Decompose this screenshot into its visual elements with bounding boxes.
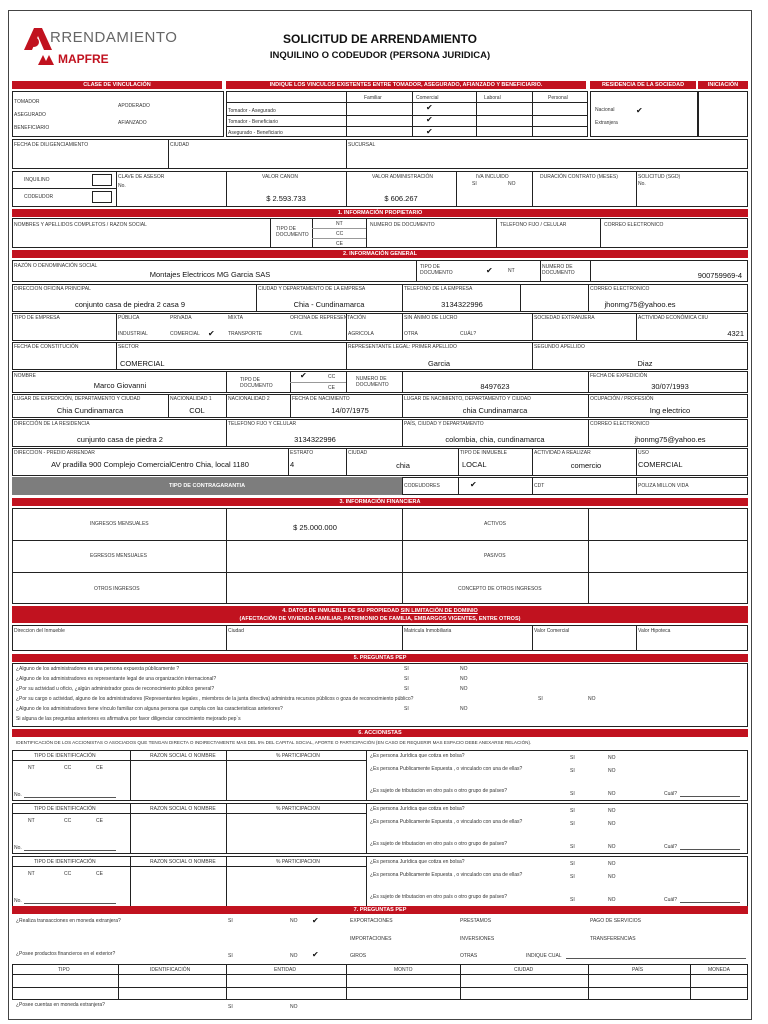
exportaciones-option[interactable]: EXPORTACIONES [350,918,393,924]
mapfre-text: MAPFRE [58,52,109,66]
cotiza-no[interactable]: NO [608,808,616,814]
dir-res-value[interactable]: cunjunto casa de piedra 2 [77,435,163,444]
solicitud-no-label: No. [638,181,646,187]
fecha-nac-value[interactable]: 14/07/1975 [331,406,369,415]
clave-asesor-label: CLAVE DE ASESOR [118,174,165,180]
section-7-header: 7. PREGUNTAS PEP [12,906,748,914]
ciudad-value[interactable]: Chia - Cundinamarca [293,300,365,309]
correo-label: CORREO ELECTRONICO [590,286,650,292]
check-mark[interactable]: ✔ [426,115,433,124]
section-6-header: 6. ACCIONISTAS [12,729,748,737]
cotiza-si[interactable]: SI [570,808,575,814]
valor-canon-value[interactable]: $ 2.593.733 [266,194,306,203]
correo2-value[interactable]: jhonmg75@yahoo.es [634,435,706,444]
cc-option[interactable]: CC [64,871,72,877]
tipo-empresa-label: TIPO DE EMPRESA [14,315,60,321]
section-1-header: 1. INFORMACIÓN PROPIETARIO [12,209,748,217]
pep-q5-no[interactable]: NO [460,706,468,712]
asegurado-beneficiario-row: Asegurado - Beneficiario [228,130,283,136]
col-monto: MONTO [394,967,413,973]
actividad-label: ACTIVIDAD A REALIZAR [534,450,591,456]
pep7-q3: ¿Posee cuentas en moneda extranjera? [16,1002,105,1008]
check-mark[interactable]: ✔ [208,329,215,338]
inversiones-option[interactable]: INVERSIONES [460,936,495,942]
lugar-exp-value[interactable]: Chia Cundinamarca [56,406,124,415]
pep-q3-no[interactable]: NO [460,686,468,692]
matricula-label: Matricula Inmobiliaria [404,628,452,634]
estrato-value[interactable]: 4 [290,460,295,469]
telefono-value[interactable]: 3134322996 [441,300,483,309]
col-entidad: ENTIDAD [274,967,296,973]
tributacion-si[interactable]: SI [570,897,575,903]
fecha-const-label: FECHA DE CONSTITUCIÓN [14,344,79,350]
afianzado-label: AFIANZADO [118,120,147,126]
fecha-diligenciamiento-label: FECHA DE DILIGENCIAMIENTO [14,142,89,148]
pep-no[interactable]: NO [608,821,616,827]
cc-option[interactable]: CC [328,374,336,380]
apellido2-value[interactable]: Diaz [637,359,653,368]
indique-cual-label: INDIQUE CUAL [526,953,562,959]
valor-admin-label: VALOR ADMINISTRACIÓN [372,174,434,180]
cc-option[interactable]: CC [64,765,72,771]
dir-predio-label: DIRECCION - PREDIO ARRENDAR [14,450,95,456]
pep-q2: ¿Alguno de los administradores es representante legal de una organización internacional? [16,676,217,682]
civil-option[interactable]: CIVIL [290,331,303,337]
cual-label: Cuál? [664,791,678,797]
pep-q1-no[interactable]: NO [460,666,468,672]
valor-comercial-label: Valor Comercial [534,628,570,634]
ciudad-inmueble-label: Ciudad [228,628,244,634]
pep7-q1-no[interactable]: NO [290,918,298,924]
otra-option[interactable]: OTRA [404,331,418,337]
pep-question: ¿Es persona Publicamente Expuesta , o vinculado con una de ellas? [370,872,523,878]
sucursal-label: SUCURSAL [348,142,376,148]
logo-a-icon [22,26,52,52]
pep-q4: ¿Por su cargo o actividad, alguno de los administradores (Representantes legales , miembros de la junta directiva) administra recursos públicos o goza de reconocimiento público? [16,696,414,702]
extranjera-label: Extranjera [595,120,618,126]
codeudor-checkbox[interactable] [92,191,112,203]
cual-label: Cuál? [664,897,678,903]
rep-legal-label: REPRESENTANTE LEGAL: PRIMER APELLIDO [348,344,457,350]
telefono-label: TELEFONO DE LA EMPRESA [404,286,473,292]
tel-res-label: TELEFONO FIJO Y CELULAR [228,421,297,427]
logo-brand-text: RRENDAMIENTO [50,29,178,46]
correo-label: CORREO ELECTRONICO [604,222,664,228]
apoderado-label: APODERADO [118,103,150,109]
nt-option[interactable]: NT [336,221,343,227]
mapfre-mark-icon [38,53,56,65]
razon-label: RAZÓN O DENOMINACIÓN SOCIAL [14,263,98,269]
valor-hipoteca-label: Valor Hipoteca [638,628,671,634]
valor-canon-label: VALOR CANON [262,174,299,180]
sin-animo-option[interactable]: SIN ÁNIMO DE LUCRO [404,315,458,321]
section-4-header [12,606,748,623]
cotiza-si[interactable]: SI [570,861,575,867]
num-doc-value[interactable]: 8497623 [480,382,510,391]
nombre-label: NOMBRE [14,373,36,379]
accionistas-intro: IDENTIFICACIÓN DE LOS ACCIONISTAS O ASOCIADOS QUE TENGAN DIRECTA O INDIRECTAMENTE MAS DEL 5% DEL CAPITAL SOCIAL, APORTE O PARTICIPACIÓN (EN CASO DE REQUERIR MAS ESPACIO DEBE ANEXARSE RELACIÓN). [16,740,532,745]
nt-option[interactable]: NT [28,871,35,877]
direccion-label: DIRECCION OFICINA PRINCIPAL [14,286,91,292]
pep-q5-si[interactable]: SI [404,706,409,712]
pep-si[interactable]: SI [570,768,575,774]
tributacion-no[interactable]: NO [608,791,616,797]
section-4-title-a: 4. DATOS DE INMUEBLE DE SU PROPIEDAD [282,608,401,614]
col-ciudad: CIUDAD [514,967,534,973]
cdt-label: CDT [534,483,545,489]
pep-q3: ¿Por su actividad u oficio, ¿algún administrador goza de reconocimiento público general? [16,686,215,692]
codeudores-label: CODEUDORES [404,483,440,489]
sector-label: SECTOR [118,344,139,350]
egresos-label: EGRESOS MENSUALES [90,553,147,559]
laboral-col: Laboral [484,95,501,101]
check-mark[interactable]: ✔ [426,103,433,112]
ce-option[interactable]: CE [336,241,343,247]
tributacion-question: ¿Es sujeto de tributacion en otro país o otro grupo de países? [370,788,508,794]
clave-no-label: No. [118,183,126,189]
tipo-inmueble-label: TIPO DE INMUEBLE [460,450,507,456]
check-mark[interactable]: ✔ [312,950,319,959]
iva-si[interactable]: SI [472,181,477,187]
pep-q4-no[interactable]: NO [588,696,596,702]
nombre-value[interactable]: Marco Giovanni [93,381,147,390]
tributacion-no[interactable]: NO [608,897,616,903]
tributacion-question: ¿Es sujeto de tributacion en otro país o otro grupo de países? [370,894,508,900]
razon-header: RAZON SOCIAL O NOMBRE [150,806,216,812]
mapfre-logo [38,52,118,66]
nt-option[interactable]: NT [28,818,35,824]
tomador-asegurado-row: Tomador - Asegurado [228,108,276,114]
comercial-option[interactable]: COMERCIAL [170,331,200,337]
pep-no[interactable]: NO [608,874,616,880]
pep-q2-si[interactable]: SI [404,676,409,682]
tipo-inmueble-value[interactable]: LOCAL [462,460,487,469]
dir-inmueble-label: Direccion del Inmueble [14,628,65,634]
ce-option[interactable]: CE [96,818,103,824]
vinculos-header: INDIQUE LOS VINCULOS EXISTENTES ENTRE TOMADOR, ASEGURADO, AFIANZADO Y BENEFICIARIO. [226,81,586,89]
pep-no[interactable]: NO [608,768,616,774]
agricola-option[interactable]: AGRICOLA [348,331,374,337]
prestamos-option[interactable]: PRESTAMOS [460,918,492,924]
giros-option[interactable]: GIROS [350,953,367,959]
mixta-option[interactable]: MIXTA [228,315,243,321]
section-5-header: 5. PREGUNTAS PEP [12,654,748,662]
privada-option[interactable]: PRIVADA [170,315,192,321]
codeudor-label: CODEUDOR [24,194,54,200]
ciudad-label: CIUDAD [170,142,190,148]
section-2-header: 2. INFORMACIÓN GENERAL [12,250,748,258]
tomador-beneficiario-row: Tomador - Beneficiario [228,119,279,125]
tipo-id-header: TIPO DE IDENTIFICACIÓN [34,806,96,812]
contragarantia-row [402,477,748,495]
pep-question: ¿Es persona Publicamente Expuesta , o vinculado con una de ellas? [370,766,523,772]
cc-option[interactable]: CC [336,231,344,237]
ce-option[interactable]: CE [96,765,103,771]
check-mark[interactable]: ✔ [312,916,319,925]
asegurado-label: ASEGURADO [14,112,46,118]
segundo-apellido-label: SEGUNDO APELLIDO [534,344,585,350]
check-mark[interactable]: ✔ [470,480,477,489]
col-pais: PAÍS [632,967,644,973]
ciudad2-label: CIUDAD [348,450,368,456]
cual-label: Cuál? [664,844,678,850]
pais-value[interactable]: colombia, chia, cundinamarca [445,435,545,444]
comercial-col: Comercial [416,95,439,101]
form-title: SOLICITUD DE ARRENDAMIENTO [282,32,477,46]
pep-q2-no[interactable]: NO [460,676,468,682]
direccion-value[interactable]: conjunto casa de piedra 2 casa 9 [74,300,186,309]
pep-q1: ¿Alguno de los administradores es una persona expuesta públicamente ? [16,666,180,672]
pep7-q3-si[interactable]: SI [228,1004,233,1010]
section-4-title-b: SIN LIMITACIÓN DE DOMINIO [400,608,478,614]
participacion-header: % PARTICIPACION [276,806,320,812]
lugar-nac-label: LUGAR DE NACIMIENTO, DEPARTAMENTO Y CIUDAD [404,396,531,402]
residencia-box [590,91,698,137]
industrial-option[interactable]: INDUSTRIAL [118,331,148,337]
pep-q5: ¿Alguno de los administradores tiene vínculo familiar con alguna persona que cumpla con las caracteristicas anteriores? [16,706,283,712]
cotiza-bolsa-question: ¿Es persona Jurídica que cotiza en bolsa? [370,859,465,865]
iniciacion-box [698,91,748,137]
oficina-rep-option[interactable]: OFICINA DE REPRESENTACIÓN [290,315,366,321]
participacion-header: % PARTICIPACION [276,753,320,759]
razon-value[interactable]: Montajes Electricos MG Garcia SAS [149,270,271,279]
tipo-id-header: TIPO DE IDENTIFICACIÓN [34,859,96,865]
ciiu-label: ACTIVIDAD ECONÓMICA CIIU [638,315,709,321]
correo2-label: CORREO ELECTRONICO [590,421,650,427]
numero-label: No. [14,845,22,851]
section-3-header: 3. INFORMACIÓN FINANCIERA [12,498,748,506]
nombres-label: NOMBRES Y APELLIDOS COMPLETOS / RAZON SOCIAL [14,222,147,228]
ingresos-label: INGRESOS MENSUALES [90,521,149,527]
cotiza-bolsa-question: ¿Es persona Jurídica que cotiza en bolsa? [370,806,465,812]
fecha-nac-label: FECHA DE NACIMIENTO [292,396,350,402]
ce-option[interactable]: CE [96,871,103,877]
ciudad-label: CIUDAD Y DEPARTAMENTO DE LA EMPRESA [258,286,366,292]
numero-label: No. [14,898,22,904]
iva-label: IVA INCLUIDO [476,174,509,180]
pep-q1-si[interactable]: SI [404,666,409,672]
fecha-ciudad-row [12,139,748,169]
col-tipo: TIPO [58,967,70,973]
razon-header: RAZON SOCIAL O NOMBRE [150,753,216,759]
nt-option[interactable]: NT [508,268,515,274]
section-4-title-2: (AFECTACIÓN DE VIVIENDA FAMILIAR, PATRIMONIO DE FAMILIA, EMBARGOS VIGENTES, ENTRE OTROS) [239,616,521,622]
otras-option[interactable]: OTRAS [460,953,478,959]
numero-label: No. [14,792,22,798]
tipo-id-header: TIPO DE IDENTIFICACIÓN [34,753,96,759]
pep7-q2-si[interactable]: SI [228,953,233,959]
lugar-exp-label: LUGAR DE EXPEDICIÓN, DEPARTAMENTO Y CIUDAD [14,396,141,402]
numero-doc-label: NUMERO DE DOCUMENTO [370,222,435,228]
uso-value[interactable]: COMERCIAL [638,460,683,469]
dir-predio-value[interactable]: AV pradilla 900 Complejo ComercialCentro Chia, local 1180 [51,460,249,469]
num-doc-value[interactable]: 900759969-4 [697,271,742,280]
num-doc-label: NUMERO DE DOCUMENTO [542,264,575,276]
num-doc-label: NUMERO DE DOCUMENTO [356,376,389,388]
nacionalidad2-label: NACIONALIDAD 2 [228,396,270,402]
tel-res-value[interactable]: 3134322996 [294,435,336,444]
ce-option[interactable]: CE [328,385,335,391]
tributacion-si[interactable]: SI [570,791,575,797]
cotiza-no[interactable]: NO [608,861,616,867]
contragarantia-header: TIPO DE CONTRAGARANTIA [12,477,402,495]
ocupacion-label: OCUPACIÓN / PROFESIÓN [590,396,654,402]
importaciones-option[interactable]: IMPORTACIONES [350,936,392,942]
check-mark[interactable]: ✔ [486,266,493,275]
sociedad-ext-option[interactable]: SOCIEDAD EXTRANJERA [534,315,595,321]
duracion-label: DURACIÓN CONTRATO (MESES) [540,174,618,180]
ocupacion-value[interactable]: Ing electrico [649,406,691,415]
iva-no[interactable]: NO [508,181,516,187]
pep-question: ¿Es persona Publicamente Expuesta , o vinculado con una de ellas? [370,819,523,825]
fecha-exp-value[interactable]: 30/07/1993 [651,382,689,391]
nacionalidad1-value[interactable]: COL [189,406,205,415]
pep-si[interactable]: SI [570,874,575,880]
pep-q4-si[interactable]: SI [538,696,543,702]
tomador-label: TOMADOR [14,99,40,105]
inquilino-checkbox[interactable] [92,174,112,186]
beneficiario-label: BENEFICIARIO [14,125,50,131]
pep7-q3-no[interactable]: NO [290,1004,298,1010]
solicitud-label: SOLICITUD (SGD) [638,174,681,180]
form-subtitle: INQUILINO O CODEUDOR (PERSONA JURIDICA) [269,50,491,61]
lugar-nac-value[interactable]: chia Cundinamarca [462,406,528,415]
apellido1-value[interactable]: Garcia [427,359,451,368]
cotiza-bolsa-question: ¿Es persona Jurídica que cotiza en bolsa? [370,753,465,759]
pep7-q2-no[interactable]: NO [290,953,298,959]
familiar-col: Familiar [364,95,382,101]
nt-option[interactable]: NT [28,765,35,771]
poliza-label: POLIZA MILLON VIDA [638,483,689,489]
pais-label: PAÍS, CIUDAD Y DEPARTAMENTO [404,421,484,427]
nacional-label: Nacional [595,107,615,113]
pep-si[interactable]: SI [570,821,575,827]
uso-label: USO [638,450,649,456]
publica-option[interactable]: PÚBLICA [118,315,140,321]
razon-header: RAZON SOCIAL O NOMBRE [150,859,216,865]
check-mark[interactable]: ✔ [426,127,433,136]
tipo-doc-label: TIPO DE DOCUMENTO [240,377,273,389]
pep7-q1-si[interactable]: SI [228,918,233,924]
fecha-exp-label: FECHA DE EXPEDICIÓN [590,373,648,379]
clase-vinculacion-header: CLASE DE VINCULACIÓN [12,81,222,89]
check-mark[interactable]: ✔ [636,106,643,115]
concepto-label: CONCEPTO DE OTROS INGRESOS [458,586,542,592]
nacionalidad1-label: NACIONALIDAD 1 [170,396,212,402]
tipo-doc-label: TIPO DE DOCUMENTO [276,226,309,238]
ciudad2-value[interactable]: chia [396,461,410,470]
iniciacion-header: INICIACIÓN [698,81,748,89]
tributacion-no[interactable]: NO [608,844,616,850]
dir-res-label: DIRECCIÓN DE LA RESIDENCIA [14,421,90,427]
participacion-header: % PARTICIPACION [276,859,320,865]
correo-value[interactable]: jhonmg75@yahoo.es [604,300,676,309]
cc-option[interactable]: CC [64,818,72,824]
pep7-q2: ¿Posee productos financieros en el exterior? [16,951,116,957]
inquilino-label: INQUILINO [24,177,50,183]
otros-ingresos-label: OTROS INGRESOS [94,586,140,592]
transporte-option[interactable]: TRANSPORTE [228,331,263,337]
residencia-header: RESIDENCIA DE LA SOCIEDAD [590,81,696,89]
ingresos-value[interactable]: $ 25.000.000 [293,523,337,532]
pasivos-label: PASIVOS [484,553,506,559]
pago-servicios-option[interactable]: PAGO DE SERVICIOS [590,918,641,924]
cotiza-no[interactable]: NO [608,755,616,761]
col-identificacion: IDENTIFICACIÓN [150,967,191,973]
valor-admin-value[interactable]: $ 606.267 [384,194,418,203]
personal-col: Personal [548,95,568,101]
cotiza-si[interactable]: SI [570,755,575,761]
tributacion-si[interactable]: SI [570,844,575,850]
tributacion-question: ¿Es sujeto de tributacion en otro país o otro grupo de países? [370,841,508,847]
actividad-value[interactable]: comercio [570,461,602,470]
check-mark[interactable]: ✔ [300,371,307,380]
col-moneda: MONEDA [708,967,730,973]
pep-note: Si alguna de las preguntas anteriores es afirmativa por favor diligenciar conocimiento mejorado pep`s [16,716,241,722]
ciiu-value[interactable]: 4321 [727,329,744,338]
cual-label: CUÁL? [460,331,477,337]
pep7-q1: ¿Realiza transacciones en moneda extranjera? [16,918,121,924]
estrato-label: ESTRATO [290,450,314,456]
tipo-doc-label: TIPO DE DOCUMENTO [420,264,453,276]
activos-label: ACTIVOS [484,521,506,527]
telefono-label: TELEFONO FIJO / CELULAR [500,222,567,228]
transferencias-option[interactable]: TRANSFERENCIAS [590,936,636,942]
sector-value[interactable]: COMERCIAL [120,359,165,368]
pep-q3-si[interactable]: SI [404,686,409,692]
